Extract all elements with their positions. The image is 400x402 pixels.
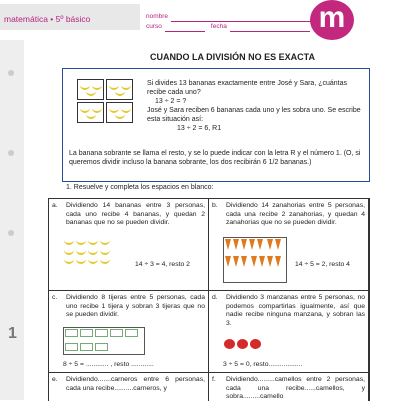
intro-equation: 13 ÷ 2 = ? [155,98,187,105]
scissors-group [63,327,145,355]
exercise-e: e. Dividiendo.......carneros entre 6 personas, cada una recibe..........carneros, y [49,373,209,401]
exercise-c: c. Dividiendo 8 tijeras entre 5 personas, cada uno recibe 1 tijera y sobran 3 tijeras que no se pueden dividir. 8 ÷ 5 = ............ , resto ............ [49,291,209,373]
intro-question: Si divides 13 bananas exactamente entre José y Sara, ¿cuántas recibe cada uno? [147,80,348,96]
banana-group [63,239,119,279]
name-line[interactable] [171,21,311,22]
intro-conclusion: La banana sobrante se llama el resto, y se lo puede indicar con la letra R y el número 1. (O, si queremos dividir incluso la banana sobrante, los dos recibirán 6 1/2 bananas.) [69,150,361,166]
sidebar-dot [8,70,14,76]
field-label: nombre [146,13,169,20]
exercise-grid [48,198,370,401]
field-label: fecha [210,23,227,30]
date-line[interactable] [230,31,310,32]
worksheet-header [0,0,400,36]
page-title: CUANDO LA DIVISIÓN NO ES EXACTA [150,52,316,62]
intro-text [147,79,363,133]
subject-label: matemática • 5º básico [4,14,91,24]
exercise-b: b. Dividiendo 14 zanahorias entre 5 personas, cada una recibe 2 zanahorias, y quedan 4 zanahorias que no se pueden dividir. 14 ÷ 5 = 2, resto 4 [209,199,369,291]
sidebar-dot [8,150,14,156]
intro-answer: José y Sara reciben 6 bananas cada uno y les sobra uno. Se escribe esta situación así: [147,107,361,123]
exercise-d: d. Dividiendo 3 manzanas entre 5 personas, no podemos compartirlas igualmente, así que nadie recibe ninguna manzana, y sobran las 3. 3 ÷ 5 = 0, resto.................. [209,291,369,373]
instruction: 1. Resuelve y completa los espacios en blanco: [66,184,214,191]
exercise-a: a. Dividiendo 14 bananas entre 3 personas, cada uno recibe 4 bananas, y quedan 2 bananas que no se pueden dividir. 14 ÷ 3 = 4, resto 2 [49,199,209,291]
left-sidebar [0,40,24,400]
intro-box [62,68,370,182]
exercise-f: f. Dividiendo.........camellos entre 2 personas, cada una recibe......camellos, y sobra.........camello [209,373,369,401]
sidebar-number: 1 [8,325,17,342]
carrot-group [223,237,287,283]
apple-group [223,339,283,353]
student-fields [146,12,311,32]
intro-result: 13 ÷ 2 = 6, R1 [177,125,222,132]
course-line[interactable] [165,31,205,32]
banana-illustration [77,79,133,123]
sidebar-dot [8,230,14,236]
field-label: curso [146,23,162,30]
brand-logo: m [310,0,354,40]
